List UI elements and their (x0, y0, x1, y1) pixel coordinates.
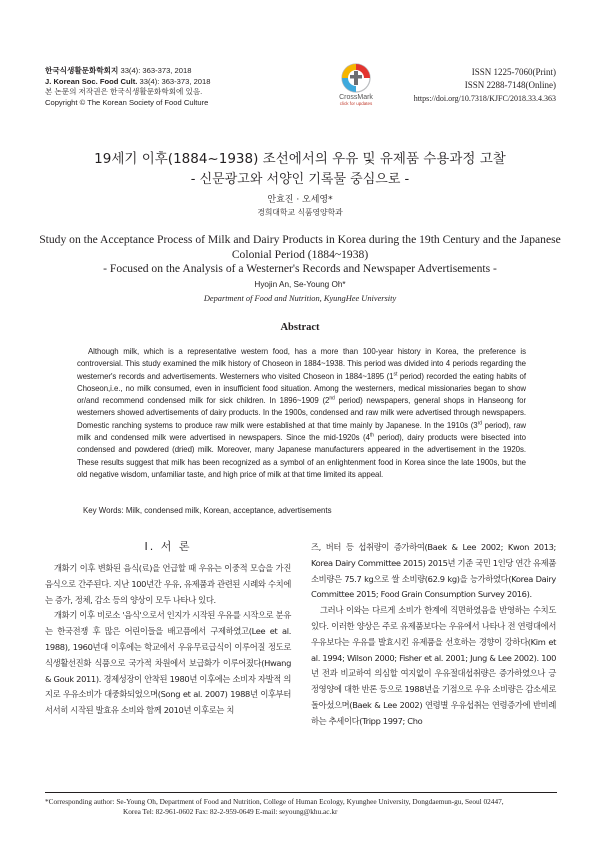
body-paragraph: 개화기 이후 비로소 '음식'으로서 인지가 시작된 우유를 시작으로 분유는 한국전쟁 후 많은 어린이들을 배고픔에서 구제하였고(Lee et al. 1988), 1960년대 이후에는 학교에서 우유무료급식이 이루어질 정도로 식생활선진화 식품으로 국가적 차원에서 보급화가 이루어졌다(Hwang & Gouk 2011). 경제성장이 안착된 1980년 이후에는 소비자 자발적 의지로 우유소비가 대중화되었으며(Song et al. 2007) 1988년 이후부터 서서히 시작된 발효유 소비와 함께 2010년 이후로는 치 (45, 610, 291, 716)
copyright-notice-kr: 본 논문의 저작권은 한국식생활문화학회에 있음. (45, 87, 203, 97)
journal-kr-citation: 33(4): 363-373, 2018 (120, 66, 192, 75)
issn-block (414, 66, 556, 105)
journal-en-citation: 33(4): 363-373, 2018 (139, 76, 211, 86)
journal-name-kr: 한국식생활문화학회지 (45, 66, 119, 75)
journal-kr-row (45, 66, 285, 77)
authors-english: Hyojin An, Se-Young Oh* (254, 280, 346, 289)
abstract-part-2: period) recorded the eating habits of Choseon,i.e., no milk consumed, even in insufficient food situation. Among the westerners, medical missionaries began to show or/and recommend condensed milk for sick children. In 1896~1909 (2 (77, 371, 526, 406)
crossmark-badge[interactable] (326, 63, 386, 106)
footnote-divider (45, 792, 557, 793)
authors-korean: 안효진 · 오세영* (267, 195, 333, 205)
keywords: Key Words: Milk, condensed milk, Korean, acceptance, advertisements (83, 506, 332, 515)
ordinal-superscript: rd (477, 420, 482, 427)
doi-link[interactable]: https://doi.org/10.7318/KJFC/2018.33.4.363 (413, 94, 556, 103)
subtitle-korean: - 신문광고와 서양인 기록물 중심으로 - (190, 172, 410, 187)
footnote-line-1: *Corresponding author: Se-Young Oh, Department of Food and Nutrition, College of Human Ecology, Kyunghee University, Dongdaemun-gu, Seoul 02447, (45, 797, 504, 806)
corresponding-author-footnote (45, 797, 557, 817)
issn-online: ISSN 2288-7148(Online) (464, 80, 556, 90)
body-paragraph: 즈, 버터 등 섭취량이 증가하여(Baek & Lee 2002; Kwon 2013; Korea Dairy Committee 2015) 2015년 기준 국민 1인당 연간 유제품 소비량은 75.7 kg으로 쌀 소비량(62.9 kg)을 능가하였다(Korea Dairy Committee 2015; Food Grain Consumption Survey 2016). (311, 542, 556, 600)
journal-en-row (45, 77, 285, 88)
title-english: Study on the Acceptance Process of Milk and Dairy Products in Korea during the 19th Century and the Japanese Colonial Period (1884~1938) (39, 233, 561, 261)
abstract-text (77, 346, 526, 481)
footnote-line-2: Korea Tel: 82-961-0602 Fax: 82-2-959-0649 E-mail: seyoung@khu.ac.kr (123, 807, 338, 816)
abstract-heading: Abstract (280, 322, 320, 333)
body-paragraph: 그러나 이와는 다르게 소비가 한계에 직면하였음을 반영하는 수치도 있다. 이러한 양상은 주로 유제품보다는 우유에서 나타나 전 연령대에서 우유보다는 우유를 발효시킨 유제품을 선호하는 경향이 강하다(Kim et al. 1994; Wilson 2000; Fisher et al. 2001; Jung & Lee 2002). 100년 전과 비교하여 의심할 여지없이 우유절대섭취량은 증가하였으나 긍정영양에 대한 반론 등으로 1988년을 기점으로 우유 소비량은 감소세로 돌아섰으며(Baek & Lee 2002) 연령별 우유섭취는 연령증가에 반비례하는 추세이다(Tripp 1997; Cho (311, 605, 556, 726)
ordinal-superscript: th (369, 432, 375, 439)
affiliation-english: Department of Food and Nutrition, KyungHee University (203, 294, 397, 303)
crossmark-label: CrossMark (339, 94, 373, 101)
journal-info (45, 66, 285, 108)
affiliation-korean: 경희대학교 식품영양학과 (257, 208, 343, 217)
subtitle-english: - Focused on the Analysis of a Westerner's Records and Newspaper Advertisements - (103, 262, 497, 275)
body-column-left (45, 540, 291, 719)
body-column-right (311, 540, 556, 730)
journal-name-en: J. Korean Soc. Food Cult. (45, 76, 138, 86)
abstract-part-4: period), raw milk and condensed milk were advertised in newspapers. Since the mid-1920s (4 (77, 420, 526, 443)
abstract-part-5: period), dairy products were bisected into condensed and powdered (dried) milk. Moreover, many Japanese manufacturers appeared in the advertisement in the 1920s. These results suggest that milk has been recognized as a symbol of an enlightenment food in Korea since the late 1900s, but the old negative wisdom, unfamiliar taste, and high price of milk at that time limited its appeal. (77, 433, 526, 479)
body-paragraph: 개화기 이후 변화된 음식(료)을 언급할 때 우유는 이중적 모습을 가진 음식으로 간주된다. 지난 100년간 우유, 유제품과 관련된 시례와 수치에는 증가, 정체, 감소 등의 양상이 모두 나타나 있다. (45, 563, 291, 605)
crossmark-sublabel: click for updates (339, 101, 373, 106)
copyright-line: Copyright © The Korean Society of Food Culture (45, 97, 209, 107)
section-heading-introduction: I. 서 론 (144, 540, 192, 553)
crossmark-logo-icon (341, 63, 371, 93)
title-korean: 19세기 이후(1884~1938) 조선에서의 우유 및 유제품 수용과정 고찰 (94, 151, 506, 167)
ordinal-superscript: st (393, 370, 398, 377)
abstract-part-3: period) newspapers, general shops in Hanseong for westerners showed advertisements of dairy products. In the 1900s, condensed and raw milk were advertised through newspapers. Domestic ranching systems to produce raw milk were established at that time mainly by Japanese. In the 1910s (3 (77, 396, 527, 430)
issn-print: ISSN 1225-7060(Print) (471, 67, 556, 77)
abstract-part-1: Although milk, which is a representative western food, has a more than 100-year history in Korea, the preference is controversial. This study examined the milk history of Choseon in 1884~1938. This period was divided into 4 periods regarding the westerner's records and advertisements. Westerners who visited Choseon in 1884~1895 (1 (77, 347, 526, 381)
ordinal-superscript: nd (329, 395, 335, 402)
